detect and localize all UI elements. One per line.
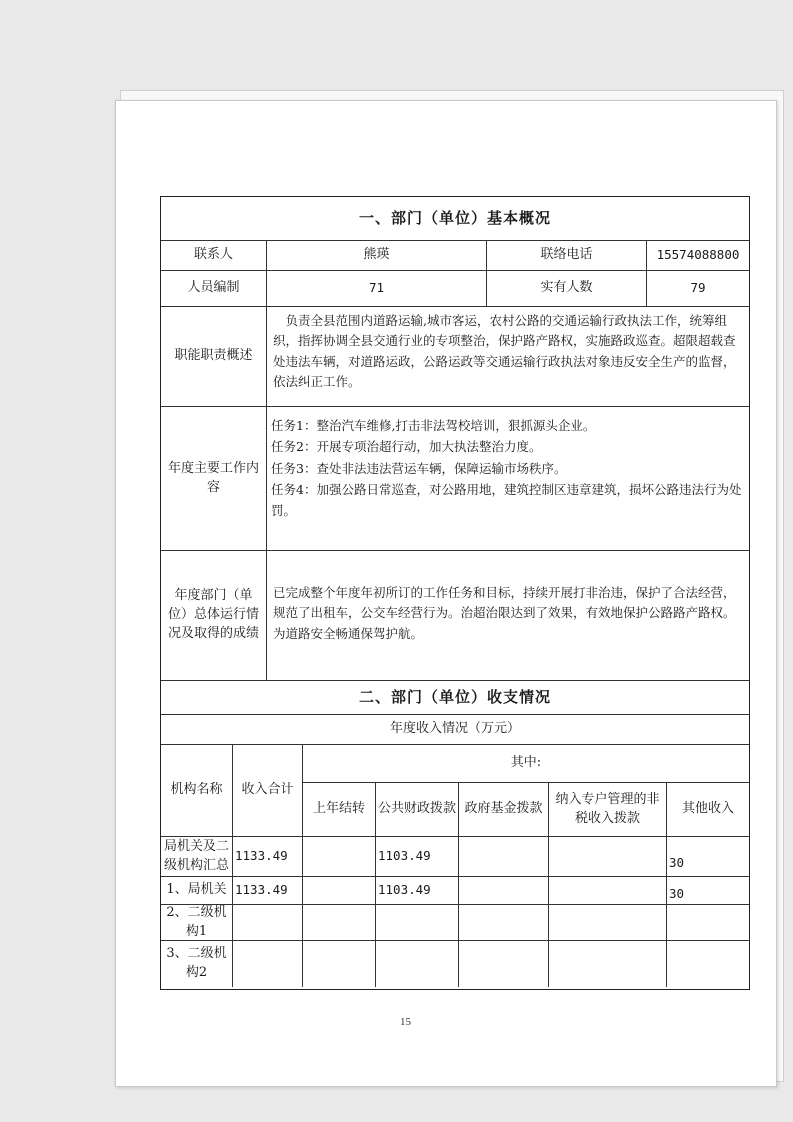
work-label: 年度主要工作内容 <box>161 407 267 551</box>
row-public-fiscal <box>376 941 459 987</box>
row-carryover <box>303 941 376 987</box>
section1-title: 一、部门（单位）基本概况 <box>161 197 749 241</box>
task-item: 任务4：加强公路日常巡查，对公路用地，建筑控制区违章建筑，损坏公路违法行为处罚。 <box>271 481 742 518</box>
page-number: 15 <box>400 1016 411 1028</box>
task-item: 任务3：查处非法违法营运车辆，保障运输市场秩序。 <box>271 460 567 476</box>
row-public-fiscal: 1103.49 <box>376 837 459 877</box>
contact-label: 联系人 <box>161 241 267 271</box>
row-carryover <box>303 837 376 877</box>
row-gov-fund <box>459 837 549 877</box>
tasks-list <box>267 407 749 551</box>
row-total: 1133.49 <box>233 837 303 877</box>
row-non-tax <box>549 877 667 905</box>
actual-staff-value: 79 <box>647 271 749 307</box>
row-other <box>667 941 749 987</box>
phone-value: 15574088800 <box>647 241 749 271</box>
results-text: 已完成整个年度年初所订的工作任务和目标，持续开展打非治违，保护了合法经营，规范了出租车，公交车经营行为。治超治限达到了效果，有效地保护公路路产路权。为道路安全畅通保驾护航。 <box>267 551 749 681</box>
task-item: 任务1：整治汽车维修,打击非法驾校培训，狠抓源头企业。 <box>271 418 596 433</box>
staff-quota-value: 71 <box>267 271 487 307</box>
col-carryover: 上年结转 <box>303 783 376 837</box>
row-gov-fund <box>459 941 549 987</box>
row-name: 1、局机关 <box>161 877 233 905</box>
col-other: 其他收入 <box>667 783 749 837</box>
row-carryover <box>303 905 376 941</box>
col-public-fiscal: 公共财政拨款 <box>376 783 459 837</box>
row-other: 30 <box>667 877 749 905</box>
row-name: 3、二级机构2 <box>161 941 233 987</box>
col-non-tax: 纳入专户管理的非税收入拨款 <box>549 783 667 837</box>
row-non-tax <box>549 941 667 987</box>
col-gov-fund: 政府基金拨款 <box>459 783 549 837</box>
row-non-tax <box>549 905 667 941</box>
staff-quota-label: 人员编制 <box>161 271 267 307</box>
row-total: 1133.49 <box>233 877 303 905</box>
row-gov-fund <box>459 905 549 941</box>
col-total: 收入合计 <box>233 745 303 837</box>
row-other: 30 <box>667 837 749 877</box>
duties-label: 职能职责概述 <box>161 307 267 407</box>
col-of-which: 其中: <box>303 745 749 783</box>
row-public-fiscal <box>376 905 459 941</box>
row-total <box>233 941 303 987</box>
row-carryover <box>303 877 376 905</box>
row-other <box>667 905 749 941</box>
budget-table <box>160 196 750 990</box>
row-non-tax <box>549 837 667 877</box>
row-name: 2、二级机构1 <box>161 905 233 941</box>
duties-text: 负责全县范围内道路运输,城市客运，农村公路的交通运输行政执法工作，统筹组织，指挥协调全县交通行业的专项整治，保护路产路权，实施路政巡查。超限超载查处违法车辆，对道路运政，公路运政等交通运输行政执法对象违反安全生产的监督，依法纠正工作。 <box>267 307 749 407</box>
row-total <box>233 905 303 941</box>
phone-label: 联络电话 <box>487 241 647 271</box>
section2-title: 二、部门（单位）收支情况 <box>161 681 749 715</box>
row-gov-fund <box>459 877 549 905</box>
row-name: 局机关及二级机构汇总 <box>161 837 233 877</box>
results-label: 年度部门（单位）总体运行情况及取得的成绩 <box>161 551 267 681</box>
row-public-fiscal: 1103.49 <box>376 877 459 905</box>
col-org-name: 机构名称 <box>161 745 233 837</box>
task-item: 任务2：开展专项治超行动，加大执法整治力度。 <box>271 439 542 455</box>
income-subtitle: 年度收入情况（万元） <box>161 715 749 745</box>
actual-staff-label: 实有人数 <box>487 271 647 307</box>
contact-value: 熊瑛 <box>267 241 487 271</box>
